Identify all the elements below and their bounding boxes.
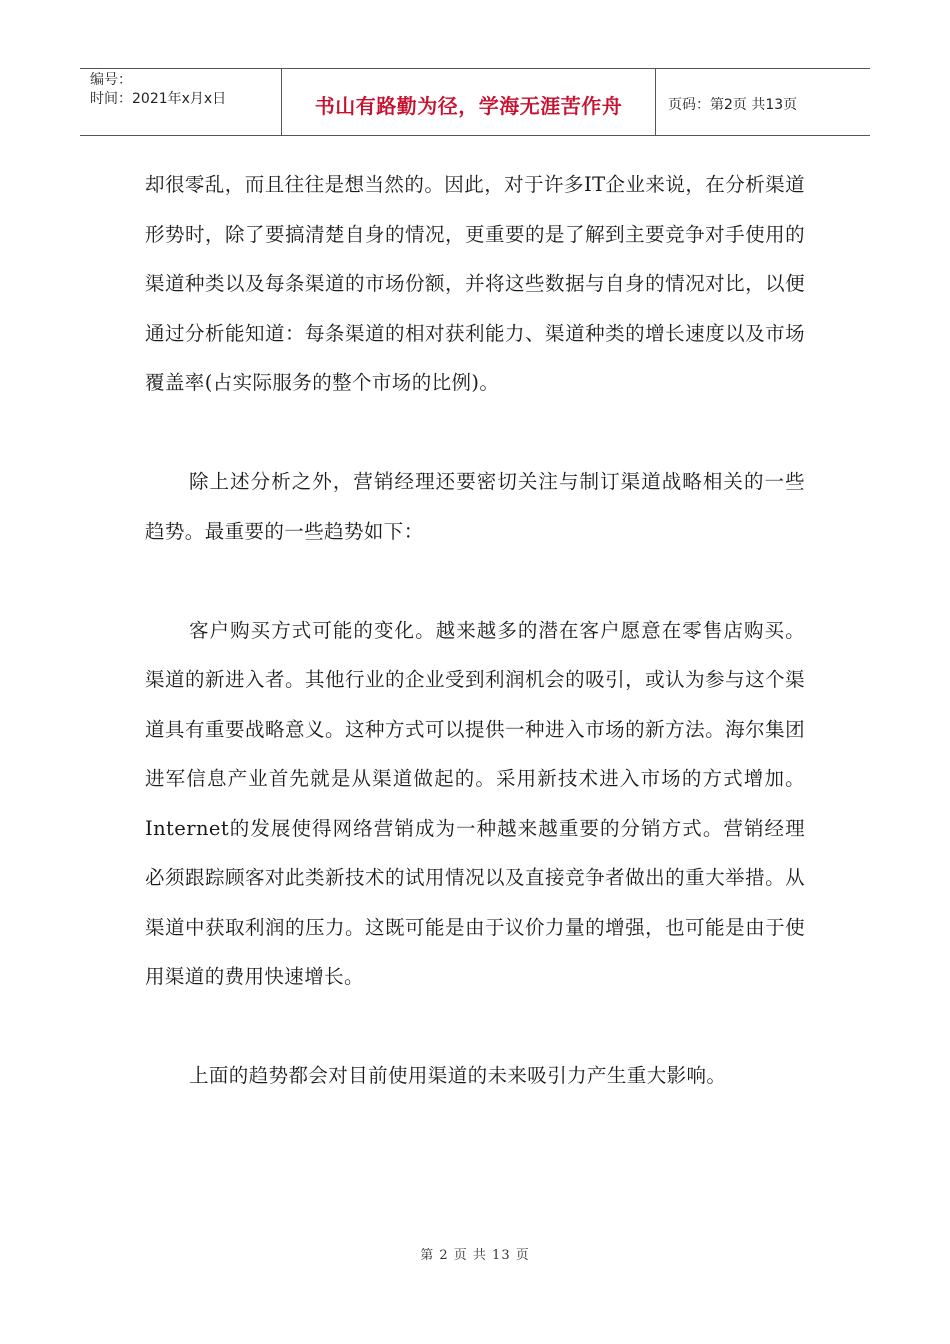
paragraph-gap (145, 1002, 805, 1052)
paragraph-gap (145, 556, 805, 606)
page-footer: 第 2 页 共 13 页 (420, 1248, 530, 1263)
header-page-info: 页码：第2页 共13页 (668, 97, 798, 113)
paragraph-2: 除上述分析之外，营销经理还要密切关注与制订渠道战略相关的一些趋势。最重要的一些趋势如下： (145, 470, 805, 543)
page-header (80, 68, 870, 136)
paragraph-3: 客户购买方式可能的变化。越来越多的潜在客户愿意在零售店购买。渠道的新进入者。其他行业的企业受到利润机会的吸引，或认为参与这个渠道具有重要战略意义。这种方式可以提供一种进入市场的新方法。海尔集团进军信息产业首先就是从渠道做起的。采用新技术进入市场的方式增加。Internet的发展使得网络营销成为一种越来越重要的分销方式。营销经理必须跟踪顾客对此类新技术的试用情况以及直接竞争者做出的重大举措。从渠道中获取利润的压力。这既可能是由于议价力量的增强，也可能是由于使用渠道的费用快速增长。 (145, 618, 805, 988)
serial-label: 编号： (90, 72, 132, 88)
paragraph-gap (145, 408, 805, 458)
header-motto: 书山有路勤为径，学海无涯苦作舟 (282, 69, 656, 135)
document-body (145, 160, 805, 1101)
paragraph-4: 上面的趋势都会对目前使用渠道的未来吸引力产生重大影响。 (189, 1064, 727, 1087)
header-meta (80, 69, 282, 135)
paragraph-1: 却很零乱，而且往往是想当然的。因此，对于许多IT企业来说，在分析渠道形势时，除了要搞清楚自身的情况，更重要的是了解到主要竞争对手使用的渠道种类以及每条渠道的市场份额，并将这些数据与自身的情况对比，以便通过分析能知道：每条渠道的相对获利能力、渠道种类的增长速度以及市场覆盖率(占实际服务的整个市场的比例)。 (145, 173, 805, 394)
time-label: 时间：2021年x月x日 (90, 91, 227, 107)
